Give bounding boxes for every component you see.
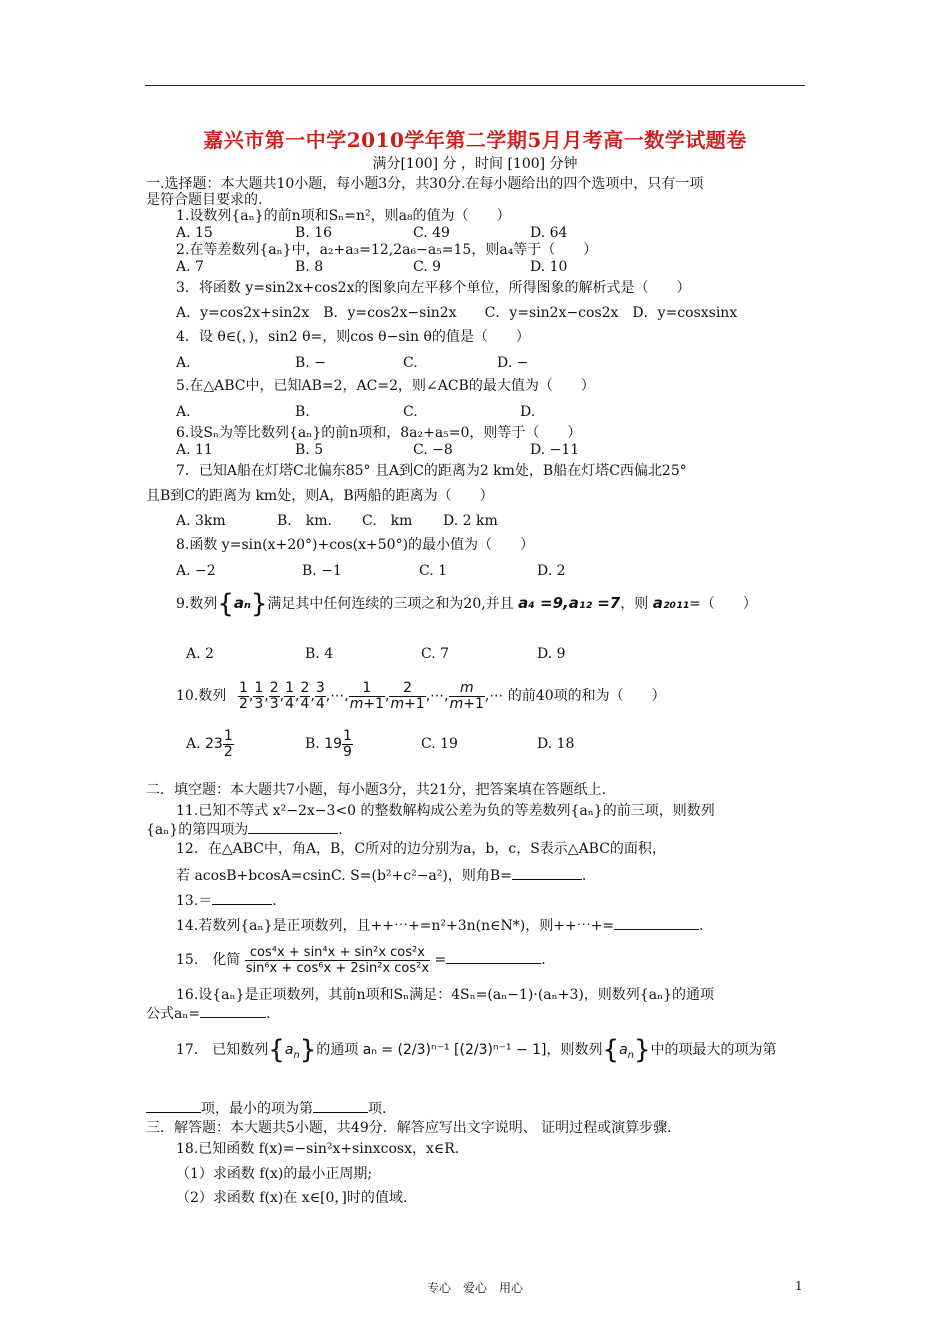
q6-option-c: C. −8 — [413, 442, 453, 458]
question-5: 5.在△ABC中，已知AB=2，AC=2，则∠ACB的最大值为（ ） — [176, 378, 595, 394]
q7-option-b: B. km. — [277, 513, 332, 529]
q7-option-c: C. km — [362, 513, 413, 529]
question-18-part1: （1）求函数 f(x)的最小正周期; — [176, 1166, 373, 1182]
q10-f6: $\frac{3}{4}$ — [315, 679, 325, 712]
page-number: 1 — [795, 1279, 803, 1293]
q15-answer-blank[interactable] — [446, 950, 541, 964]
q9-condition: a₄ =9,a₁₂ =7 — [518, 594, 621, 612]
question-10 — [176, 676, 226, 716]
q15-text: 15. 化简 — [176, 952, 241, 968]
q17-answer-blank-max[interactable] — [146, 1099, 201, 1113]
q10-option-d: D. 18 — [537, 736, 575, 752]
q10-tail: 的前40项的和为（ ） — [507, 688, 666, 704]
question-11-line1: 11.已知不等式 x²−2x−3<0 的整数解构成公差为负的等差数列{aₙ}的前三项，则数列 — [176, 803, 715, 819]
question-3: 3．将函数 y=sin2x+cos2x的图象向左平移个单位，所得图象的解析式是（ ） — [176, 280, 691, 296]
q9-option-d: D. 9 — [537, 646, 566, 662]
q15-fraction — [245, 945, 430, 976]
q5-option-c: C. — [403, 404, 418, 420]
q4-option-d: D. − — [497, 355, 529, 371]
q10-option-b-frac: $\frac{1}{9}$ — [343, 727, 352, 760]
section1-intro-line1: 一.选择题：本大题共10小题，每小题3分，共30分.在每小题给出的四个选项中，只有一项 — [146, 176, 704, 192]
q9-option-c: C. 7 — [421, 646, 450, 662]
q5-option-a: A. — [176, 404, 191, 420]
q10-expression: $\frac{1}{2}$ , $\frac{1}{3}$ , $\frac{2}{3}$ , $\frac{1}{4}$ , $\frac{2}{4}$ , $\frac{3}{4}$ ,⋯, $\frac{1}{m+1}$ , $\frac{2}{m+1}$ ,⋯, $\frac{m}{m+1}$ ,⋯ 的前40项的和为（ ） — [239, 679, 666, 712]
q6-option-d: D. −11 — [530, 442, 580, 458]
section2-intro: 二．填空题：本大题共7小题，每小题3分，共21分，把答案填在答题纸上. — [146, 782, 607, 798]
q7-option-a: A. 3km — [176, 513, 226, 529]
q13-text: 13.＝ — [176, 893, 213, 909]
q5-option-b: B. — [295, 404, 310, 420]
q8-option-b: B. −1 — [302, 563, 342, 579]
q10-option-a — [186, 724, 234, 764]
question-18-part2: （2）求函数 f(x)在 x∈[0，]时的值域. — [176, 1190, 408, 1206]
q1-option-a: A. 15 — [176, 225, 213, 241]
q10-f1: $\frac{1}{2}$ — [239, 679, 248, 712]
q17-brace-right-2: } — [634, 1035, 651, 1065]
q2-option-a: A. 7 — [176, 259, 204, 275]
question-16-line2: 公式aₙ= . — [146, 1006, 271, 1022]
q12-text: 若 acosB+bcosA=csinC. S=(b²+c²−a²)，则角B= — [176, 868, 512, 884]
q10-f7: $\frac{1}{m+1}$ — [349, 679, 384, 712]
q10-option-c: C. 19 — [421, 736, 458, 752]
q10-f3: $\frac{2}{3}$ — [269, 679, 279, 712]
question-17: 17. 已知数列$\{a_n\}$的通项 aₙ = (2/3)ⁿ⁻¹ [(2/3)ⁿ⁻¹ − 1]，则数列$\{a_n\}$中的项最大的项为第 — [176, 1035, 777, 1065]
q8-option-a: A. −2 — [176, 563, 216, 579]
q11-answer-blank[interactable] — [248, 820, 338, 834]
question-7-line1: 7．已知A船在灯塔C北偏东85° 且A到C的距离为2 km处，B船在灯塔C西偏北25° — [176, 463, 687, 479]
section1-intro-line2: 是符合题目要求的. — [146, 192, 263, 208]
q1-option-d: D. 64 — [530, 225, 568, 241]
question-9 — [176, 588, 757, 619]
q9-text: 满足其中任何连续的三项之和为20,并且 — [267, 596, 514, 612]
q17-formula: aₙ = (2/3)ⁿ⁻¹ [(2/3)ⁿ⁻¹ − 1] — [362, 1042, 547, 1058]
q6-option-a: A. 11 — [176, 442, 213, 458]
q17-then: ，则数列 — [546, 1042, 603, 1058]
q10-option-a-frac: $\frac{1}{2}$ — [223, 727, 233, 760]
q14-text: 14.若数列{aₙ}是正项数列，且++⋯+=n²+3n(n∈N*)，则++⋯+= — [176, 918, 615, 934]
q9-tail: =（ ） — [689, 596, 757, 612]
q3-options: A．y=cos2x+sin2x B．y=cos2x−sin2x C．y=sin2x−cos2x D．y=cosxsinx — [176, 305, 738, 321]
q10-f5: $\frac{2}{4}$ — [300, 679, 310, 712]
q17-general-term: 的通项 — [316, 1042, 359, 1058]
question-6: 6.设Sₙ为等比数列{aₙ}的前n项和，8a₂+a₅=0，则等于（ ） — [176, 425, 582, 441]
question-14: 14.若数列{aₙ}是正项数列，且++⋯+=n²+3n(n∈N*)，则++⋯+= . — [176, 918, 704, 934]
q14-answer-blank[interactable] — [614, 916, 699, 930]
exam-subtitle: 满分[100] 分 ，时间 [100] 分钟 — [372, 156, 578, 172]
footer-motto: 专心 爱心 用心 — [426, 1281, 523, 1295]
q10-option-b-label: B. — [305, 736, 320, 752]
q11-text: {aₙ}的第四项为 — [146, 822, 249, 838]
q5-option-d: D. — [520, 404, 536, 420]
question-15: 15. 化简 $\frac{\text{cos⁴x + sin⁴x + sin²x cos²x}}{\text{sin⁶x + cos⁶x + 2sin²x cos²x}}$ = . — [176, 944, 546, 976]
q7-option-d: D. 2 km — [443, 513, 498, 529]
question-17-line2 — [146, 1099, 386, 1118]
q10-f2: $\frac{1}{3}$ — [254, 679, 264, 712]
question-8: 8.函数 y=sin(x+20°)+cos(x+50°)的最小值为（ ） — [176, 537, 535, 553]
q17-lead: 17. 已知数列 — [176, 1042, 269, 1058]
q1-option-b: B. 16 — [295, 225, 333, 241]
q17-answer-blank-min[interactable] — [313, 1099, 368, 1113]
question-4: 4．设 θ∈(，)，sin2 θ=，则cos θ−sin θ的值是（ ） — [176, 329, 530, 345]
q16-text: 公式aₙ= — [146, 1006, 201, 1022]
question-18: 18.已知函数 f(x)=−sin²x+sinxcosx，x∈R. — [176, 1141, 460, 1157]
q16-answer-blank[interactable] — [200, 1004, 266, 1018]
q10-lead: 10.数列 — [176, 688, 227, 704]
q4-option-c: C. — [403, 355, 418, 371]
exam-title: 嘉兴市第一中学2010学年第二学期5月月考高一数学试题卷 — [203, 128, 747, 152]
q4-option-a: A. — [176, 355, 191, 371]
q9-seq-symbol: aₙ — [233, 594, 251, 612]
q9-brace-right: } — [250, 589, 268, 619]
q8-option-c: C. 1 — [419, 563, 448, 579]
q10-f9: $\frac{m}{m+1}$ — [449, 679, 484, 712]
question-1: 1.设数列{aₙ}的前n项和Sₙ=n²，则a₈的值为（ ） — [176, 208, 511, 224]
q9-lead: 9.数列 — [176, 596, 218, 612]
q17-brace-left-2: { — [602, 1035, 620, 1065]
q4-option-b: B. − — [295, 355, 326, 371]
q10-option-a-whole: 23 — [205, 736, 223, 752]
q17-tail: 中的项最大的项为第 — [650, 1042, 777, 1058]
question-12-line1: 12．在△ABC中，角A，B，C所对的边分别为a，b，c，S表示△ABC的面积， — [176, 841, 666, 857]
q15-denominator: sin⁶x + cos⁶x + 2sin²x cos²x — [245, 960, 430, 976]
question-7-line2: 且B到C的距离为 km处，则A，B两船的距离为（ ） — [146, 488, 494, 504]
q10-option-a-label: A. — [186, 736, 201, 752]
question-11-line2: {aₙ}的第四项为 . — [146, 822, 343, 838]
q10-option-b-whole: 19 — [324, 736, 343, 752]
q9-option-b: B. 4 — [305, 646, 334, 662]
question-13: 13.＝ . — [176, 893, 277, 909]
header-rule — [145, 85, 805, 86]
q9-then: ，则 — [620, 596, 649, 612]
q2-option-d: D. 10 — [530, 259, 568, 275]
q9-option-a: A. 2 — [186, 646, 214, 662]
q8-option-d: D. 2 — [537, 563, 566, 579]
q12-answer-blank[interactable] — [512, 866, 582, 880]
q15-numerator: cos⁴x + sin⁴x + sin²x cos²x — [245, 945, 430, 961]
q17-end: 项. — [368, 1101, 387, 1117]
question-12-line2: 若 acosB+bcosA=csinC. S=(b²+c²−a²)，则角B= . — [176, 868, 587, 884]
q15-equals: = — [434, 952, 447, 968]
q17-min-text: 项，最小的项为第 — [201, 1101, 313, 1117]
q17-brace-right: } — [299, 1035, 317, 1065]
q2-option-b: B. 8 — [295, 259, 324, 275]
q6-option-b: B. 5 — [295, 442, 324, 458]
q10-option-b — [305, 724, 353, 764]
q9-target: a₂₀₁₁ — [652, 594, 690, 612]
q2-option-c: C. 9 — [413, 259, 442, 275]
question-2: 2.在等差数列{aₙ}中，a₂+a₃=12,2a₆−a₅=15，则a₄等于（ ） — [176, 242, 598, 258]
q17-brace-left: { — [268, 1035, 285, 1065]
q13-answer-blank[interactable] — [212, 891, 272, 905]
q1-option-c: C. 49 — [413, 225, 450, 241]
section3-intro: 三．解答题：本大题共5小题，共49分．解答应写出文字说明、 证明过程或演算步骤. — [146, 1120, 672, 1136]
q10-f4: $\frac{1}{4}$ — [285, 679, 295, 712]
question-16-line1: 16.设{aₙ}是正项数列，其前n项和Sₙ满足：4Sₙ=(aₙ−1)·(aₙ+3)，则数列{aₙ}的通项 — [176, 987, 715, 1003]
q9-brace-left: { — [217, 589, 234, 619]
q10-f8: $\frac{2}{m+1}$ — [390, 679, 425, 712]
